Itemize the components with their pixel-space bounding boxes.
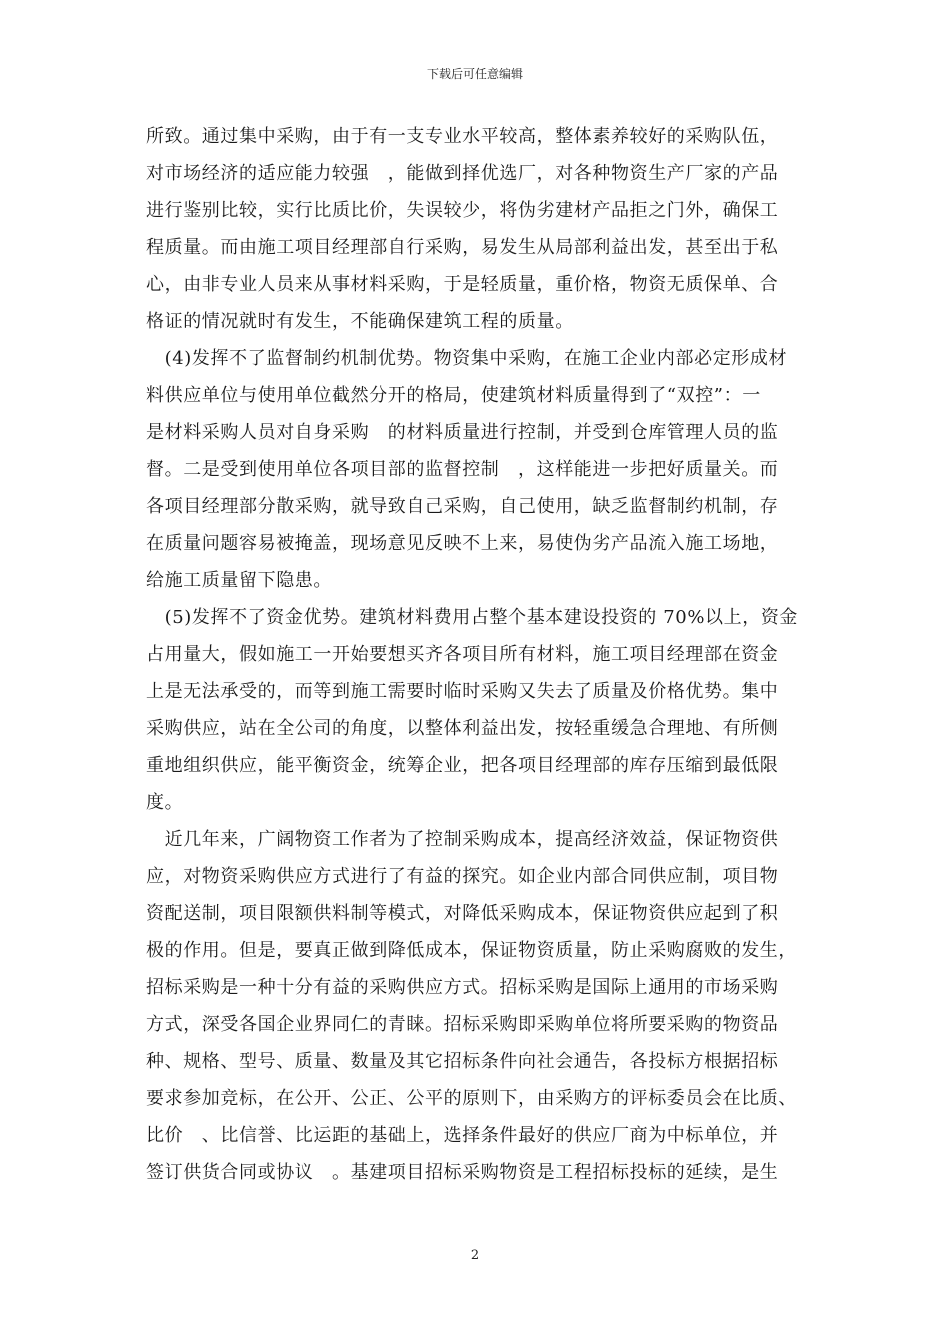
text-line: 对市场经济的适应能力较强 ，能做到择优选厂，对各种物资生产厂家的产品	[146, 163, 779, 184]
text-line: 采购供应，站在全公司的角度，以整体利益出发，按轻重缓急合理地、有所侧	[146, 718, 779, 739]
text-line: 方式，深受各国企业界同仁的青睐。招标采购即采购单位将所要采购的物资品	[146, 1014, 779, 1035]
text-line: 程质量。而由施工项目经理部自行采购，易发生从局部利益出发，甚至出于私	[146, 237, 779, 258]
text-line: 心，由非专业人员来从事材料采购，于是轻质量，重价格，物资无质保单、合	[146, 274, 779, 295]
text-line: (5)发挥不了资金优势。建筑材料费用占整个基本建设投资的 70%以上，资金	[146, 607, 799, 628]
page-number: 2	[470, 1248, 480, 1263]
text-line: 种、规格、型号、质量、数量及其它招标条件向社会通告，各投标方根据招标	[146, 1051, 779, 1072]
text-line: 所致。通过集中采购，由于有一支专业水平较高，整体素养较好的采购队伍，	[146, 126, 779, 147]
text-line: 进行鉴别比较，实行比质比价，失误较少，将伪劣建材产品拒之门外，确保工	[146, 200, 779, 221]
text-line: 要求参加竞标，在公开、公正、公平的原则下，由采购方的评标委员会在比质、	[146, 1088, 797, 1109]
text-line: 近几年来，广阔物资工作者为了控制采购成本，提高经济效益，保证物资供	[146, 829, 779, 850]
text-line: 给施工质量留下隐患。	[146, 570, 332, 591]
text-line: 各项目经理部分散采购，就导致自己采购，自己使用，缺乏监督制约机制，存	[146, 496, 779, 517]
text-line: (4)发挥不了监督制约机制优势。物资集中采购，在施工企业内部必定形成材	[146, 348, 788, 369]
text-line: 料供应单位与使用单位截然分开的格局，使建筑材料质量得到了“双控”：一	[146, 385, 761, 406]
text-line: 极的作用。但是，要真正做到降低成本，保证物资质量，防止采购腐败的发生，	[146, 940, 797, 961]
text-line: 签订供货合同或协议 。基建项目招标采购物资是工程招标投标的延续，是生	[146, 1162, 779, 1183]
text-line: 应，对物资采购供应方式进行了有益的探究。如企业内部合同供应制，项目物	[146, 866, 779, 887]
text-line: 招标采购是一种十分有益的采购供应方式。招标采购是国际上通用的市场采购	[146, 977, 779, 998]
text-line: 占用量大，假如施工一开始要想买齐各项目所有材料，施工项目经理部在资金	[146, 644, 779, 665]
text-line: 在质量问题容易被掩盖，现场意见反映不上来，易使伪劣产品流入施工场地，	[146, 533, 779, 554]
text-line: 重地组织供应，能平衡资金，统筹企业，把各项目经理部的库存压缩到最低限	[146, 755, 779, 776]
text-line: 上是无法承受的，而等到施工需要时临时采购又失去了质量及价格优势。集中	[146, 681, 779, 702]
text-line: 资配送制，项目限额供料制等模式，对降低采购成本，保证物资供应起到了积	[146, 903, 779, 924]
text-line: 督。二是受到使用单位各项目部的监督控制 ，这样能进一步把好质量关。而	[146, 459, 779, 480]
text-line: 度。	[146, 792, 184, 813]
text-line: 格证的情况就时有发生，不能确保建筑工程的质量。	[146, 311, 574, 332]
text-line: 是材料采购人员对自身采购 的材料质量进行控制，并受到仓库管理人员的监	[146, 422, 779, 443]
text-line: 比价 、比信誉、比运距的基础上，选择条件最好的供应厂商为中标单位，并	[146, 1125, 779, 1146]
page-header: 下载后可任意编辑	[426, 67, 523, 81]
document-body	[146, 118, 812, 1191]
